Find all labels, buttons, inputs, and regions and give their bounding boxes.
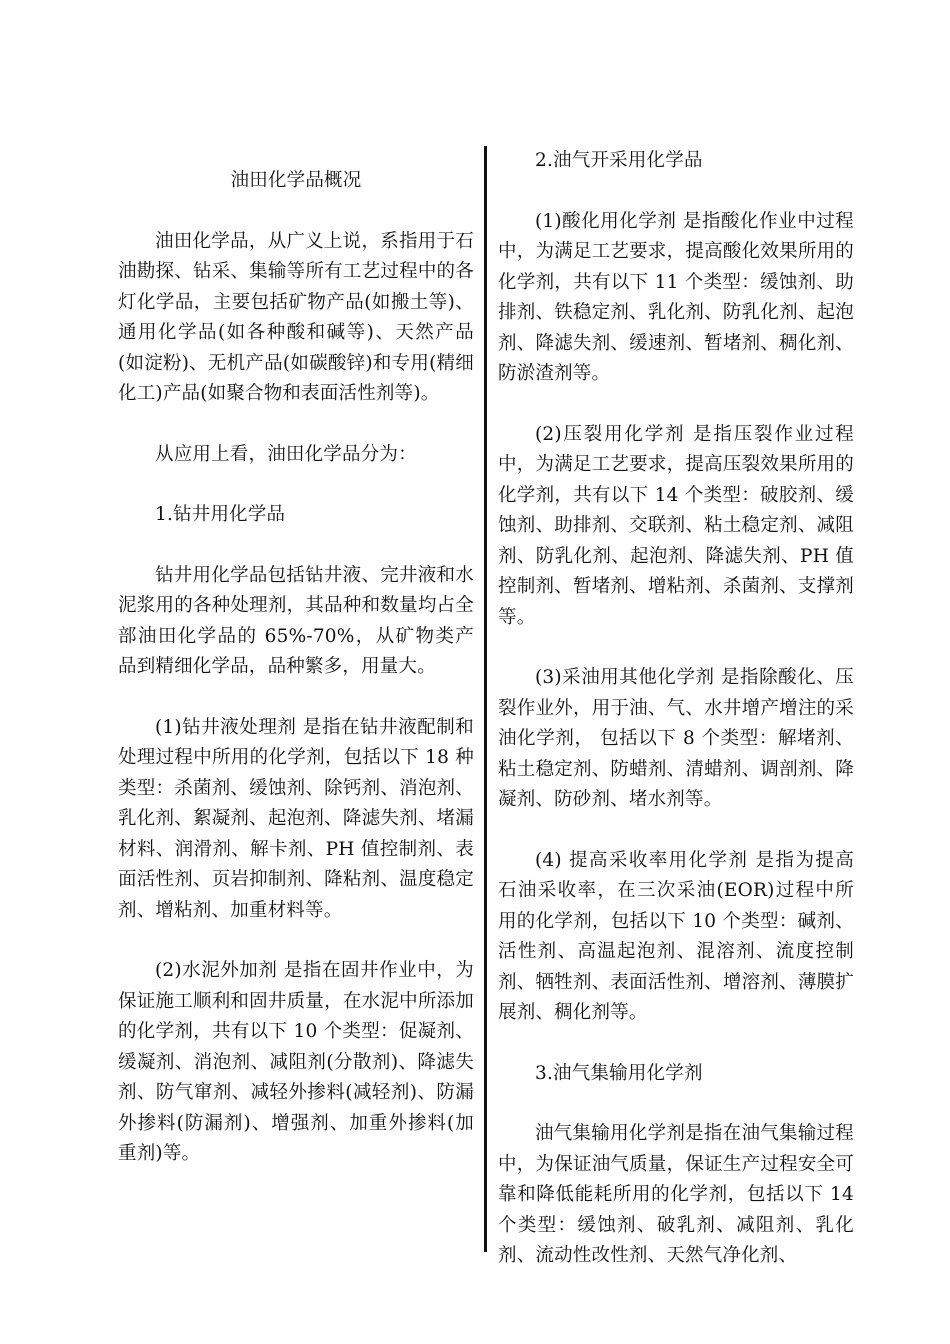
paragraph: (1)钻井液处理剂 是指在钻井液配制和处理过程中所用的化学剂，包括以下 18 种类型：杀菌剂、缓蚀剂、除钙剂、消泡剂、乳化剂、絮凝剂、起泡剂、降滤失剂、堵漏材料、润滑剂、解卡剂、PH 值控制剂、表面活性剂、页岩抑制剂、降粘剂、温度稳定剂、增粘剂、加重材料等。 [118,716,474,921]
section-heading: 1.钻井用化学品 [155,504,286,525]
paragraph: (2)水泥外加剂 是指在固井作业中，为保证施工顺利和固井质量，在水泥中所添加的化学剂，共有以下 10 个类型：促凝剂、缓凝剂、消泡剂、减阻剂(分散剂)、降滤失剂、防气窜剂、减轻外掺料(减轻剂)、防漏外掺料(防漏剂)、增强剂、加重外掺料(加重剂)等。 [118,960,474,1164]
paragraph: 钻井用化学品包括钻井液、完井液和水泥浆用的各种处理剂，其品种和数量均占全部油田化学品的 65%-70%，从矿物类产品到精细化学品，品种繁多，用量大。 [118,564,474,677]
right-column [498,146,854,1302]
paragraph: 从应用上看，油田化学品分为： [155,443,417,465]
paragraph: 油田化学品，从广义上说，系指用于石油勘探、钻采、集输等所有工艺过程中的各灯化学品，主要包括矿物产品(如搬土等)、通用化学品(如各种酸和碱等)、天然产品(如淀粉)、无机产品(如碳酸锌)和专用(精细化工)产品(如聚合物和表面活性剂等)。 [118,230,474,404]
left-column [118,166,474,1200]
paragraph: (2)压裂用化学剂 是指压裂作业过程中，为满足工艺要求，提高压裂效果所用的化学剂，共有以下 14 个类型：破胶剂、缓蚀剂、助排剂、交联剂、粘土稳定剂、减阻剂、防乳化剂、起泡剂、降滤失剂、PH 值控制剂、暂堵剂、增粘剂、杀菌剂、支撑剂等。 [498,423,854,628]
section-heading: 3.油气集输用化学剂 [535,1062,703,1084]
paragraph: (3)采油用其他化学剂 是指除酸化、压裂作业外，用于油、气、水井增产增注的采油化学剂， 包括以下 8 个类型：解堵剂、粘土稳定剂、防蜡剂、清蜡剂、调剖剂、降凝剂、防砂剂、堵水剂等。 [498,667,854,810]
paragraph: (1)酸化用化学剂 是指酸化作业中过程中，为满足工艺要求，提高酸化效果所用的化学剂，共有以下 11 个类型：缓蚀剂、助排剂、铁稳定剂、乳化剂、防乳化剂、起泡剂、降滤失剂、缓速剂、暂堵剂、稠化剂、防淤渣剂等。 [498,210,854,384]
paragraph: 油气集输用化学剂是指在油气集输过程中，为保证油气质量，保证生产过程安全可靠和降低能耗所用的化学剂，包括以下 14 个类型：缓蚀剂、破乳剂、减阻剂、乳化剂、流动性改性剂、天然气净化剂、 [498,1123,854,1266]
column-divider [484,146,487,1252]
section-heading: 2.油气开采用化学品 [535,150,703,171]
paragraph: (4) 提高采收率用化学剂 是指为提高石油采收率，在三次采油(EOR)过程中所用的化学剂，包括以下 10 个类型：碱剂、活性剂、高温起泡剂、混溶剂、流度控制剂、牺牲剂、表面活性剂、增溶剂、薄膜扩展剂、稠化剂等。 [498,849,854,1023]
page-title: 油田化学品概况 [230,170,362,191]
